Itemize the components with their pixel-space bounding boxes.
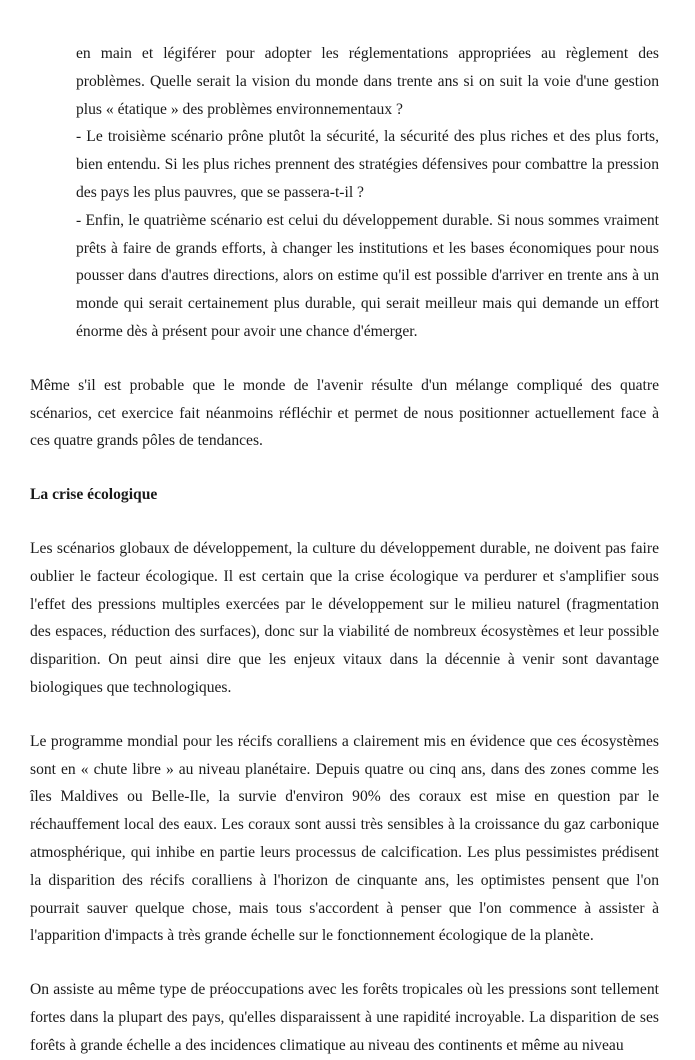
scenario-list	[30, 40, 659, 346]
section-heading: La crise écologique	[30, 486, 158, 504]
scenario-fourth-text: - Enfin, le quatrième scénario est celui du développement durable. Si nous sommes vraiment prêts à faire de grands efforts, à changer les institutions et les bases économiques pour nous pousser dans d'autres directions, alors on estime qu'il est possible d'arriver en trente ans à un monde qui serait certainement plus durable, qui serait meilleur mais qui demande un effort énorme dès à présent pour avoir une chance d'émerger.	[76, 211, 659, 340]
body-paragraph: Le programme mondial pour les récifs coralliens a clairement mis en évidence que ces écosystèmes sont en « chute libre » au niveau planétaire. Depuis quatre ou cinq ans, dans des zones comme les îles Maldives ou Belle-Ile, la survie d'environ 90% des coraux est mise en question par le réchauffement local des eaux. Les coraux sont aussi très sensibles à la croissance du gaz carbonique atmosphérique, qui inhibe en partie leurs processus de calcification. Les plus pessimistes prédisent la disparition des récifs coralliens à l'horizon de cinquante ans, les optimistes pensent que l'on pourrait sauver quelque chose, mais tous s'accordent à penser que l'on commence à assister à l'apparition d'impacts à très grande échelle sur le fonctionnement écologique de la planète.	[30, 732, 659, 945]
scenario-intro-text: en main et légiférer pour adopter les réglementations appropriées au règlement des problèmes. Quelle serait la vision du monde dans trente ans si on suit la voie d'une gestion plus « étatique » des problèmes environnementaux ?	[76, 45, 659, 118]
body-paragraph: On assiste au même type de préoccupations avec les forêts tropicales où les pressions sont tellement fortes dans la plupart des pays, qu'elles disparaissent à une rapidité incroyable. La disparition de ses forêts à grande échelle a des incidences climatique au niveau des continents et même au niveau	[30, 981, 659, 1054]
scenario-third-text: - Le troisième scénario prône plutôt la sécurité, la sécurité des plus riches et des plus forts, bien entendu. Si les plus riches prennent des stratégies défensives pour combattre la pression des pays les plus pauvres, que se passera-t-il ?	[76, 128, 659, 201]
body-paragraph: Les scénarios globaux de développement, la culture du développement durable, ne doivent pas faire oublier le facteur écologique. Il est certain que la crise écologique va perdurer et s'amplifier sous l'effet des pressions multiples exercées par le développement sur le milieu naturel (fragmentation des espaces, réduction des surfaces), donc sur la viabilité de nombreux écosystèmes et leur possible disparition. On peut ainsi dire que les enjeux vitaux dans la décennie à venir sont davantage biologiques que technologiques.	[30, 539, 659, 696]
summary-paragraph: Même s'il est probable que le monde de l'avenir résulte d'un mélange compliqué des quatre scénarios, cet exercice fait néanmoins réfléchir et permet de nous positionner actuellement face à ces quatre grands pôles de tendances.	[30, 376, 659, 450]
